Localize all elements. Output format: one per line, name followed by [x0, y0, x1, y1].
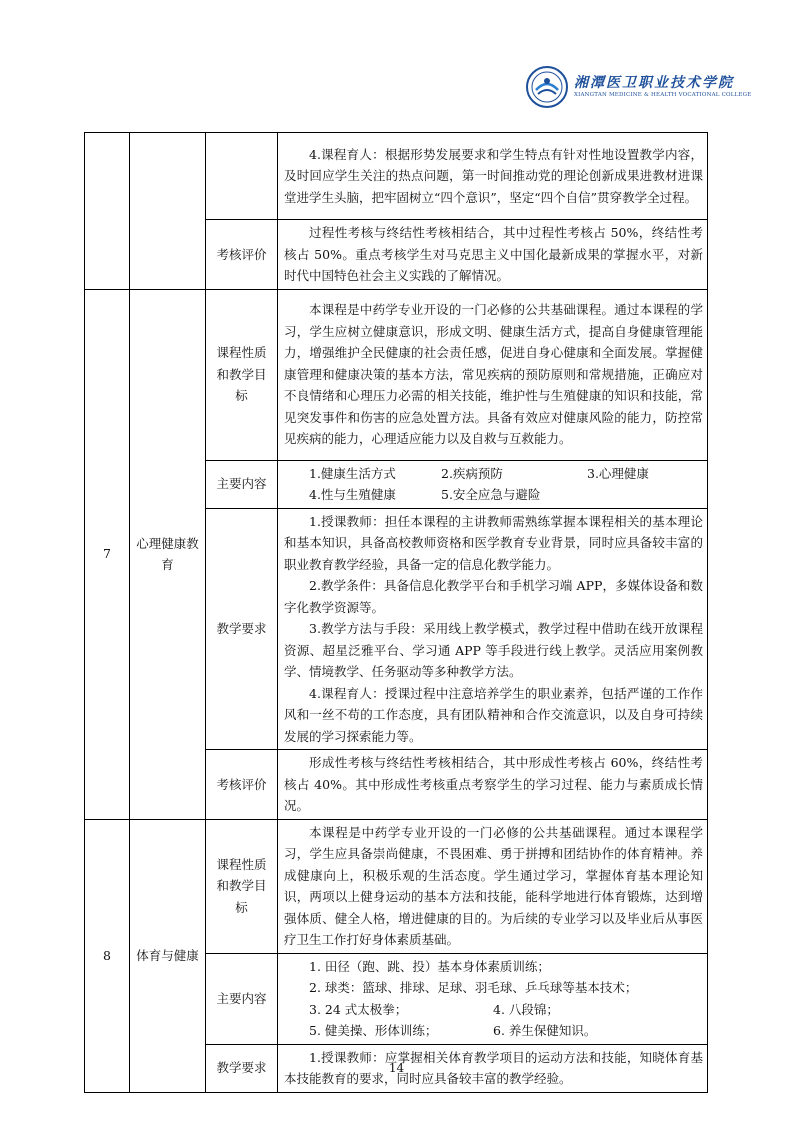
course-number: 8 — [85, 819, 130, 1092]
table-row — [85, 819, 708, 953]
assessment-text: 形成性考核与终结性考核相结合，其中形成性考核占 60%，终结性考核占 40%。其中形成性考核重点考察学生的学习过程、能力与素质成长情况。 — [284, 755, 703, 813]
teaching-requirement-item: 4.课程育人：授课过程中注意培养学生的职业素养，包括严谨的工作作风和一丝不苟的工作态度，具有团队精神和合作交流意识，以及自身可持续发展的学习探索能力等。 — [284, 685, 703, 744]
content-item: 4. 八段锦； — [493, 1001, 559, 1017]
course-nature-text: 本课程是中药学专业开设的一门必修的公共基础课程。通过本课程学习，学生应具备崇尚健康，不畏困难、勇于拼搏和团结协作的体育精神。养成健康向上，积极乐观的生活态度。学生通过学习，掌握体育基本理论知识，两项以上健身运动的基本方法和技能，能科学地进行体育锻炼，达到增强体质、健全人格，增进健康的目的。为后续的专业学习以及毕业后从事医疗卫生工作打好身体素质基础。 — [284, 824, 703, 947]
assessment-text: 过程性考核与终结性考核相结合，其中过程性考核占 50%，终结性考核占 50%。重点考核学生对马克思主义中国化最新成果的掌握水平，对新时代中国特色社会主义实践的了解情况。 — [284, 225, 703, 283]
content-list — [284, 463, 703, 506]
curriculum-table — [84, 132, 708, 1093]
school-name-en: XIANGTAN MEDICINE & HEALTH VOCATIONAL COLLEGE — [574, 92, 752, 98]
row-label: 主要内容 — [206, 953, 278, 1044]
course-nature-text: 本课程是中药学专业开设的一门必修的公共基础课程。通过本课程的学习，学生应树立健康意识，形成文明、健康生活方式，提高自身健康管理能力，增强维护全民健康的社会责任感，促进自身心健康和全面发展。掌握健康管理和健康决策的基本方法，常见疾病的预防原则和常规措施，正确应对不良情绪和心理压力必需的相关技能，维护性与生殖健康的知识和技能，常见突发事件和伤害的应急处置方法。具备有效应对健康风险的能力，防控常见疾病的能力，心理适应能力以及自救与互救能力。 — [284, 302, 703, 447]
content-item: 1.健康生活方式 — [309, 465, 396, 481]
content-item: 2.疾病预防 — [441, 465, 503, 481]
page-number: 14 — [388, 1061, 405, 1075]
table-row — [85, 289, 708, 460]
school-name: 湘潭医卫职业技术学院 — [574, 75, 734, 91]
teaching-requirement-item: 1.授课教师：担任本课程的主讲教师需熟练掌握本课程相关的基本理论和基本知识，具备高校教师资格和医学教育专业背景，同时应具备较丰富的职业教育教学经验，具备一定的信息化教学能力。 — [284, 513, 703, 572]
content-item: 4.性与生殖健康 — [309, 487, 396, 502]
row-label: 考核评价 — [206, 220, 278, 290]
row-label: 课程性质和教学目标 — [206, 819, 278, 953]
course-name: 心理健康教育 — [130, 289, 206, 819]
content-list — [284, 956, 703, 1042]
school-emblem-icon — [526, 66, 568, 108]
content-item: 2. 球类：篮球、排球、足球、羽毛球、乒乓球等基本技术； — [309, 980, 638, 995]
teaching-requirement-item: 4.课程育人：根据形势发展要求和学生特点有针对性地设置教学内容，及时回应学生关注的热点问题，第一时间推动党的理论创新成果进教材进课堂进学生头脑，把牢固树立“四个意识”，坚定“四个自信”贯穿教学全过程。 — [284, 146, 703, 205]
row-label: 考核评价 — [206, 750, 278, 820]
teaching-requirement-item: 2.教学条件：具备信息化教学平台和手机学习端 APP，多媒体设备和数字化教学资源等。 — [284, 578, 703, 615]
table-row — [85, 133, 708, 220]
teaching-requirement-item: 3.教学方法与手段：采用线上教学模式，教学过程中借助在线开放课程资源、超星泛雅平台、学习通 APP 等手段进行线上教学。灵活应用案例教学、情境教学、任务驱动等多种教学方法。 — [284, 621, 703, 679]
row-label: 课程性质和教学目标 — [206, 289, 278, 460]
content-item: 3.心理健康 — [587, 465, 649, 481]
course-name: 体育与健康 — [130, 819, 206, 1092]
content-item: 5.安全应急与避险 — [441, 487, 541, 502]
content-item: 5. 健美操、形体训练； — [309, 1023, 438, 1038]
school-logo — [526, 66, 752, 108]
teaching-requirement-item: 1.授课教师：应掌握相关体育教学项目的运动方法和技能，知晓体育基本技能教育的要求，同时应具备较丰富的教学经验。 — [284, 1049, 703, 1086]
row-label: 主要内容 — [206, 460, 278, 508]
row-label: 教学要求 — [206, 508, 278, 750]
content-item: 3. 24 式太极拳； — [309, 1001, 408, 1017]
row-label: 教学要求 — [206, 1044, 278, 1092]
content-item: 1. 田径（跑、跳、投）基本身体素质训练； — [309, 958, 550, 974]
course-number: 7 — [85, 289, 130, 819]
content-item: 6. 养生保健知识。 — [493, 1023, 597, 1038]
